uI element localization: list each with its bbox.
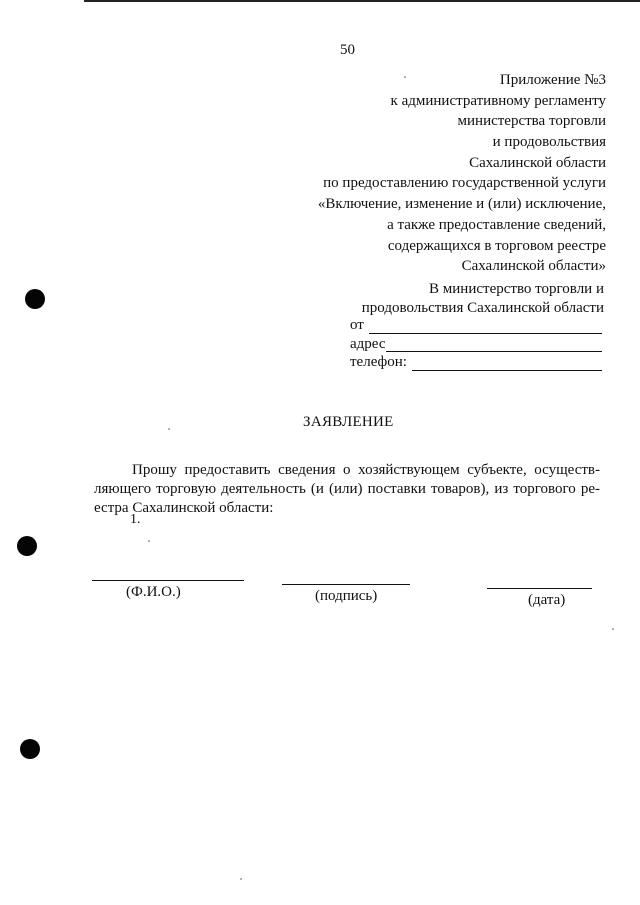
name-signature-line[interactable]: [92, 580, 244, 581]
address-field[interactable]: [386, 351, 602, 352]
request-line: Прошу предоставить сведения о хозяйствующем субъекте, осуществ-: [132, 462, 600, 478]
address-label: адрес: [350, 336, 386, 352]
from-field[interactable]: [369, 333, 602, 334]
scan-speck: [612, 628, 614, 630]
addressee-line: продовольствия Сахалинской области: [361, 300, 604, 316]
page-top-edge: [84, 0, 640, 2]
appendix-line: Приложение №3: [499, 72, 606, 88]
scan-speck: [148, 540, 150, 542]
addressee-line: В министерство торговли и: [429, 281, 604, 297]
from-label: от: [350, 317, 364, 333]
scan-speck: [168, 428, 170, 430]
date-line[interactable]: [487, 588, 592, 589]
appendix-line: Сахалинской области»: [461, 258, 606, 275]
appendix-line: содержащихся в торговом реестре: [387, 237, 606, 254]
appendix-line: и продовольствия: [492, 134, 606, 151]
request-line: естра Сахалинской области:: [94, 500, 274, 516]
appendix-header: [318, 70, 606, 277]
scan-speck: [240, 878, 242, 880]
request-line: ляющего торговую деятельность (и (или) поставки товаров), из торгового ре-: [94, 481, 600, 497]
addressee-block: [362, 280, 604, 318]
signature-line[interactable]: [282, 584, 410, 585]
appendix-line: к административному регламенту: [390, 92, 606, 109]
request-paragraph: [94, 461, 600, 518]
appendix-line: Сахалинской области: [469, 154, 606, 171]
document-title: ЗАЯВЛЕНИЕ: [303, 414, 394, 430]
list-item-number: 1.: [130, 512, 141, 527]
signature-label: (подпись): [315, 588, 378, 604]
name-label: (Ф.И.О.): [126, 584, 181, 600]
date-label: (дата): [528, 592, 566, 608]
appendix-line: а также предоставление сведений,: [387, 216, 606, 233]
appendix-line: «Включение, изменение и (или) исключение,: [317, 196, 606, 213]
phone-label: телефон:: [350, 354, 407, 370]
scan-speck: [404, 76, 406, 78]
punch-hole-mark: [20, 739, 40, 759]
phone-field[interactable]: [412, 370, 602, 371]
punch-hole-mark: [25, 289, 45, 309]
page-number: 50: [340, 42, 355, 58]
appendix-line: министерства торговли: [457, 113, 606, 130]
appendix-line: по предоставлению государственной услуги: [323, 175, 606, 192]
punch-hole-mark: [17, 536, 37, 556]
